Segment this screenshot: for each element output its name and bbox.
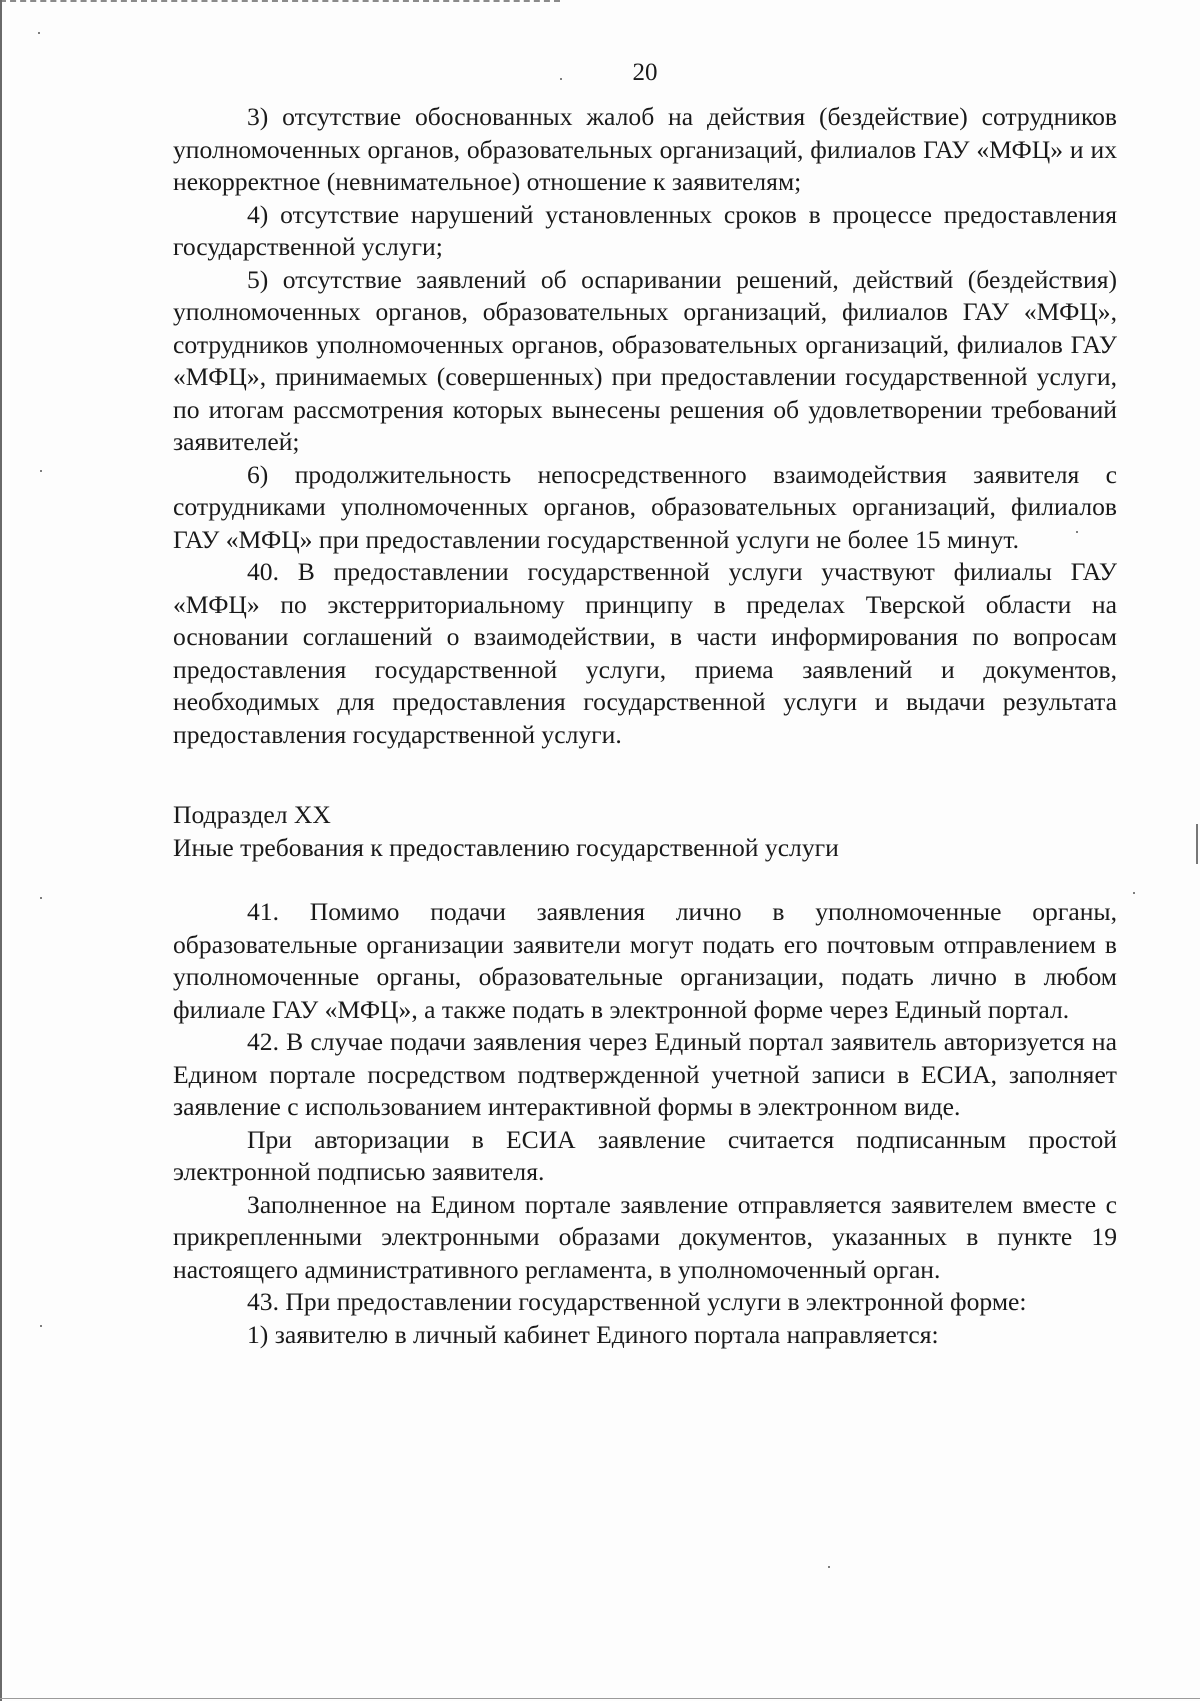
- scan-speck: [38, 32, 40, 34]
- subsection-label: Подраздел XX: [173, 800, 331, 829]
- page-number: 20: [632, 59, 658, 86]
- subsection-heading: [173, 799, 1117, 864]
- paragraph-42-esia-signature: При авторизации в ЕСИА заявление считается подписанным простой электронной подписью заявителя.: [173, 1124, 1117, 1186]
- paragraph-item-3: 3) отсутствие обоснованных жалоб на действия (бездействие) сотрудников уполномоченных органов, образовательных организаций, филиалов ГАУ «МФЦ» и их некорректное (невнимательное) отношение к заявителям;: [173, 102, 1117, 196]
- paragraph-41: 41. Помимо подачи заявления лично в уполномоченные органы, образовательные организации заявители могут подать его почтовым отправлением в уполномоченные органы, образовательные организации, подать лично в любом филиале ГАУ «МФЦ», а также подать в электронной форме через Единый портал.: [173, 897, 1117, 1024]
- scan-edge-top: [0, 0, 560, 4]
- scan-edge-bottom: [0, 1698, 1200, 1699]
- paragraph-40: 40. В предоставлении государственной услуги участвуют филиалы ГАУ «МФЦ» по экстерриториальному принципу в пределах Тверской области на основании соглашений о взаимодействии, в части информирования по вопросам предоставления государственной услуги, приема заявлений и документов, необходимых для предоставления государственной услуги и выдачи результата предоставления государственной услуги.: [173, 557, 1117, 749]
- scan-speck: [40, 470, 42, 472]
- scan-speck: [828, 1566, 830, 1568]
- scan-speck: [40, 897, 42, 899]
- scan-speck: [40, 1325, 42, 1327]
- subsection-title: Иные требования к предоставлению государственной услуги: [173, 832, 839, 862]
- paragraph-43: 43. При предоставлении государственной услуги в электронной форме:: [247, 1287, 1027, 1316]
- document-body: [173, 101, 1117, 1351]
- scan-edge-left: [0, 0, 2, 1701]
- paragraph-item-6: 6) продолжительность непосредственного взаимодействия заявителя с сотрудниками уполномоченных органов, образовательных организаций, филиалов ГАУ «МФЦ» при предоставлении государственной услуги не более 15 минут.: [173, 459, 1117, 554]
- scan-speck: [1133, 892, 1135, 894]
- paragraph-43-item-1: 1) заявителю в личный кабинет Единого портала направляется:: [247, 1319, 939, 1349]
- paragraph-item-5: 5) отсутствие заявлений об оспаривании решений, действий (бездействия) уполномоченных органов, образовательных организаций, филиалов ГАУ «МФЦ», сотрудников уполномоченных органов, образовательных организаций, филиалов ГАУ «МФЦ», принимаемых (совершенных) при предоставлении государственной услуги, по итогам рассмотрения которых вынесены решения об удовлетворении требований заявителей;: [173, 264, 1117, 456]
- paragraph-42-submission: Заполненное на Едином портале заявление отправляется заявителем вместе с прикрепленными электронными образами документов, указанных в пункте 19 настоящего административного регламента, в уполномоченный орган.: [173, 1189, 1117, 1284]
- scan-mark-right: [1196, 824, 1198, 864]
- paragraph-42: 42. В случае подачи заявления через Единый портал заявитель авторизуется на Едином портале посредством подтвержденной учетной записи в ЕСИА, заполняет заявление с использованием интерактивной формы в электронном виде.: [173, 1027, 1117, 1121]
- paragraph-item-4: 4) отсутствие нарушений установленных сроков в процессе предоставления государственной услуги;: [173, 199, 1117, 261]
